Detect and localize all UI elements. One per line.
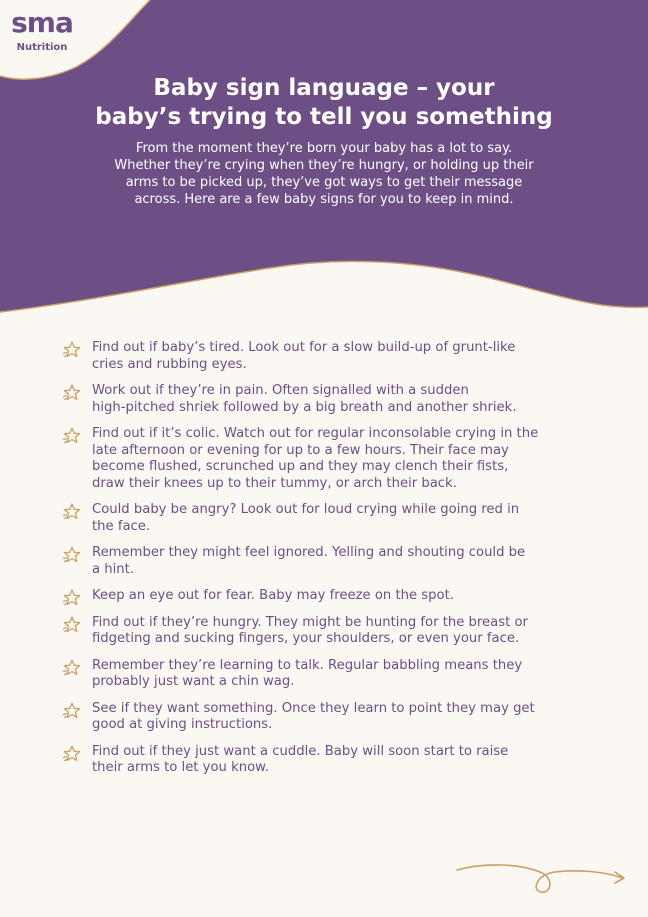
title-line-2: baby’s trying to tell you something: [95, 104, 553, 130]
tip-text-line: cries and rubbing eyes.: [92, 356, 247, 372]
tip-text-line: Could baby be angry? Look out for loud crying while going red in: [92, 502, 520, 517]
tip-item: [62, 744, 602, 777]
tip-item: [62, 340, 602, 373]
star-icon: [62, 383, 82, 403]
tip-text-line: Find out if they’re hungry. They might be hunting for the breast or: [92, 614, 528, 630]
star-icon: [62, 744, 82, 764]
intro-paragraph: [62, 140, 586, 208]
star-icon: [62, 588, 82, 608]
page-title: [40, 74, 608, 132]
tip-text-line: Find out if baby’s tired. Look out for a slow build-up of grunt-like: [92, 340, 516, 355]
tip-text-line: Remember they’re learning to talk. Regular babbling means they: [92, 657, 523, 673]
intro-line: Whether they’re crying when they’re hungry, or holding up their: [114, 158, 534, 173]
intro-line: From the moment they’re born your baby has a lot to say.: [135, 141, 513, 156]
logo-mark: sma: [11, 6, 73, 39]
tip-text-line: high-pitched shriek followed by a big breath and another shriek.: [92, 399, 517, 415]
tip-text-line: the face.: [92, 518, 151, 534]
brand-logo: [6, 8, 78, 54]
tip-text-line: Work out if they’re in pain. Often signalled with a sudden: [92, 383, 469, 398]
tip-text-line: draw their knees up to their tummy, or arch their back.: [92, 475, 457, 491]
tip-item: [62, 615, 602, 648]
tip-text-line: become flushed, scrunched up and they may clench their fists,: [92, 459, 509, 474]
star-icon: [62, 658, 82, 678]
squiggle-arrow-decoration: [455, 858, 630, 903]
tip-item: [62, 658, 602, 691]
tip-item: [62, 502, 602, 535]
tip-text-line: Keep an eye out for fear. Baby may freeze on the spot.: [92, 588, 454, 603]
tip-item: [62, 701, 602, 734]
tip-text-line: late afternoon or evening for up to a few hours. Their face may: [92, 442, 509, 458]
tips-list: [62, 340, 602, 787]
tip-text-line: fidgeting and sucking fingers, your shoulders, or even your face.: [92, 631, 520, 646]
star-icon: [62, 545, 82, 565]
tip-text-line: Find out if it’s colic. Watch out for regular inconsolable crying in the: [92, 426, 539, 441]
tip-item: [62, 588, 602, 605]
star-icon: [62, 701, 82, 721]
intro-line: across. Here are a few baby signs for you to keep in mind.: [134, 192, 514, 207]
star-icon: [62, 426, 82, 446]
star-icon: [62, 502, 82, 522]
logo-sub-label: Nutrition: [16, 42, 68, 53]
tip-text-line: Find out if they just want a cuddle. Baby will soon start to raise: [92, 743, 509, 759]
tip-text-line: probably just want a chin wag.: [92, 674, 295, 689]
star-icon: [62, 340, 82, 360]
star-icon: [62, 615, 82, 635]
tip-text-line: their arms to let you know.: [92, 760, 269, 775]
tip-text-line: See if they want something. Once they learn to point they may get: [92, 700, 535, 716]
title-line-1: Baby sign language – your: [153, 75, 495, 101]
tip-text-line: Remember they might feel ignored. Yelling and shouting could be: [92, 545, 526, 560]
tip-item: [62, 545, 602, 578]
intro-line: arms to be picked up, they’ve got ways to get their message: [125, 175, 523, 190]
tip-text-line: a hint.: [92, 561, 135, 577]
tip-item: [62, 426, 602, 492]
tip-text-line: good at giving instructions.: [92, 717, 273, 732]
tip-item: [62, 383, 602, 416]
